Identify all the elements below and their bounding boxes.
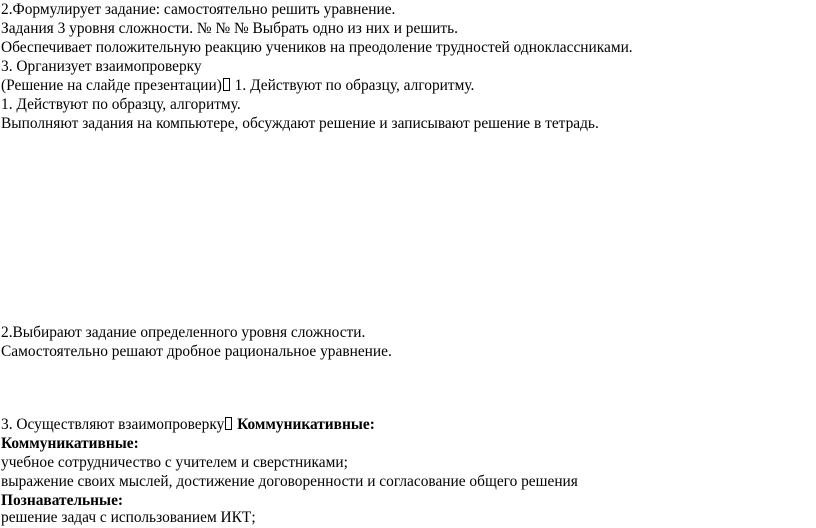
mutual-check-line bbox=[1, 415, 375, 435]
communicative-heading: Коммуникативные: bbox=[1, 435, 139, 452]
computer-tasks-line: Выполняют задания на компьютере, обсуждают решение и записывают решение в тетрадь. bbox=[1, 115, 599, 132]
organize-check-line: 3. Организует взаимопроверку bbox=[1, 58, 202, 75]
mutual-check-text: 3. Осуществляют взаимопроверку bbox=[1, 416, 225, 433]
cognitive-heading: Познавательные: bbox=[1, 492, 124, 509]
cooperation-line: учебное сотрудничество с учителем и сверстниками; bbox=[1, 454, 348, 471]
solution-slide-line bbox=[1, 76, 474, 96]
task-levels-line: Задания 3 уровня сложности. № № № Выбрать одно из них и решить. bbox=[1, 20, 459, 37]
teacher-task-line: 2.Формулирует задание: самостоятельно решить уравнение. bbox=[1, 1, 396, 18]
solve-equation-line: Самостоятельно решают дробное рациональное уравнение. bbox=[1, 343, 392, 360]
algorithm-line: 1. Действуют по образцу, алгоритму. bbox=[1, 96, 241, 113]
solution-slide-text: (Решение на слайде презентации) bbox=[1, 77, 222, 94]
choose-task-line: 2.Выбирают задание определенного уровня сложности. bbox=[1, 324, 366, 341]
missing-glyph-icon bbox=[223, 78, 230, 91]
missing-glyph-icon bbox=[225, 417, 232, 430]
positive-reaction-line: Обеспечивает положительную реакцию учеников на преодоление трудностей одноклассниками. bbox=[1, 39, 633, 56]
algorithm-text: 1. Действуют по образцу, алгоритму. bbox=[230, 77, 475, 94]
expression-line: выражение своих мыслей, достижение договоренности и согласование общего решения bbox=[1, 473, 578, 490]
ict-line: решение задач с использованием ИКТ; bbox=[1, 509, 256, 526]
communicative-inline-heading: Коммуникативные: bbox=[233, 416, 375, 433]
